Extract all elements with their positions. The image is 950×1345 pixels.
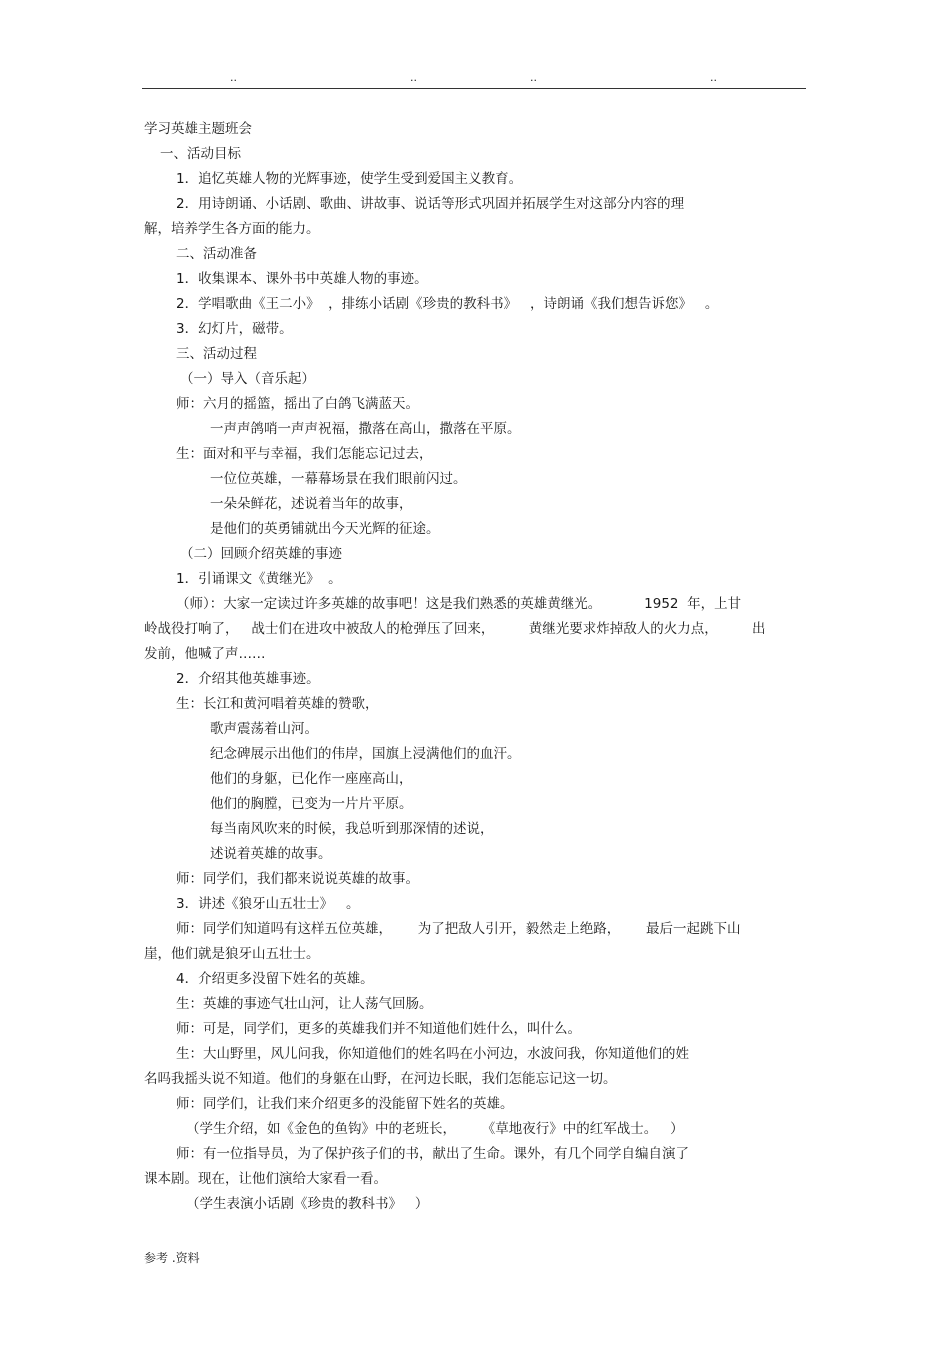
text-line: 纪念碑展示出他们的伟岸，国旗上浸满他们的血汗。	[210, 746, 521, 762]
text-line: 他们的身躯，已化作一座座高山，	[210, 771, 413, 787]
section-heading: 一、活动目标	[160, 146, 241, 162]
header-rule	[142, 88, 806, 89]
text-line: 1．收集课本、课外书中英雄人物的事迹。	[176, 271, 428, 287]
text-line: 课本剧。现在，让他们演给大家看一看。	[144, 1171, 387, 1187]
text-line: 岭战役打响了， 战士们在进攻中被敌人的枪弹压了回来， 黄继光要求炸掉敌人的火力点， 出	[144, 621, 766, 637]
text-line: 3．讲述《狼牙山五壮士》 。	[176, 896, 360, 912]
text-line: 述说着英雄的故事。	[210, 846, 332, 862]
text-line: 生：长江和黄河唱着英雄的赞歌，	[176, 696, 379, 712]
text-line: （学生介绍，如《金色的鱼钩》中的老班长， 《草地夜行》中的红军战士。 ）	[186, 1121, 684, 1137]
text-line: 生：大山野里，风儿问我，你知道他们的姓名吗在小河边，水波问我，你知道他们的姓	[176, 1046, 689, 1062]
text-line: 发前，他喊了声……	[144, 646, 266, 662]
text-line: 每当南风吹来的时候，我总听到那深情的述说，	[210, 821, 494, 837]
header-mark: ..	[530, 71, 537, 84]
text-line: 崖，他们就是狼牙山五壮士。	[144, 946, 320, 962]
text-line: 师：同学们知道吗有这样五位英雄， 为了把敌人引开，毅然走上绝路， 最后一起跳下山	[176, 921, 741, 937]
header-mark: ..	[410, 71, 417, 84]
text-line: 1．引诵课文《黄继光》 。	[176, 571, 342, 587]
text-line: （师）：大家一定读过许多英雄的故事吧！这是我们熟悉的英雄黄继光。 1952 年，上甘	[176, 596, 742, 612]
text-line: 生：英雄的事迹气壮山河，让人荡气回肠。	[176, 996, 433, 1012]
text-line: 是他们的英勇铺就出今天光辉的征途。	[210, 521, 440, 537]
text-line: 师：同学们，让我们来介绍更多的没能留下姓名的英雄。	[176, 1096, 514, 1112]
subsection-heading: （一）导入（音乐起）	[180, 371, 315, 387]
text-line: 1．追忆英雄人物的光辉事迹，使学生受到爱国主义教育。	[176, 171, 523, 187]
text-line: 师：同学们，我们都来说说英雄的故事。	[176, 871, 419, 887]
section-heading: 二、活动准备	[176, 246, 257, 262]
text-line: 他们的胸膛，已变为一片片平原。	[210, 796, 413, 812]
text-line: 生：面对和平与幸福，我们怎能忘记过去，	[176, 446, 433, 462]
text-line: 师：六月的摇篮，摇出了白鸽飞满蓝天。	[176, 396, 419, 412]
text-line: 歌声震荡着山河。	[210, 721, 318, 737]
page-footer: 参考 .资料	[144, 1251, 200, 1265]
subsection-heading: （二）回顾介绍英雄的事迹	[180, 546, 342, 562]
text-line: 一位位英雄，一幕幕场景在我们眼前闪过。	[210, 471, 467, 487]
document-title: 学习英雄主题班会	[144, 121, 252, 137]
text-line: 3．幻灯片，磁带。	[176, 321, 293, 337]
text-line: 一声声鸽哨一声声祝福，撒落在高山，撒落在平原。	[210, 421, 521, 437]
header-mark: ..	[710, 71, 717, 84]
text-line: 一朵朵鲜花，述说着当年的故事，	[210, 496, 413, 512]
text-line: （学生表演小话剧《珍贵的教科书》 ）	[186, 1196, 429, 1212]
text-line: 师：可是，同学们，更多的英雄我们并不知道他们姓什么，叫什么。	[176, 1021, 581, 1037]
text-line: 2．学唱歌曲《王二小》 ，排练小话剧《珍贵的教科书》 ，诗朗诵《我们想告诉您》 。	[176, 296, 719, 312]
header-mark: ..	[230, 71, 237, 84]
text-line: 2．介绍其他英雄事迹。	[176, 671, 320, 687]
text-line: 2．用诗朗诵、小话剧、歌曲、讲故事、说话等形式巩固并拓展学生对这部分内容的理	[176, 196, 685, 212]
section-heading: 三、活动过程	[176, 346, 257, 362]
text-line: 解，培养学生各方面的能力。	[144, 221, 320, 237]
text-line: 名吗我摇头说不知道。他们的身躯在山野，在河边长眠，我们怎能忘记这一切。	[144, 1071, 617, 1087]
text-line: 师：有一位指导员，为了保护孩子们的书，献出了生命。课外，有几个同学自编自演了	[176, 1146, 689, 1162]
text-line: 4．介绍更多没留下姓名的英雄。	[176, 971, 374, 987]
